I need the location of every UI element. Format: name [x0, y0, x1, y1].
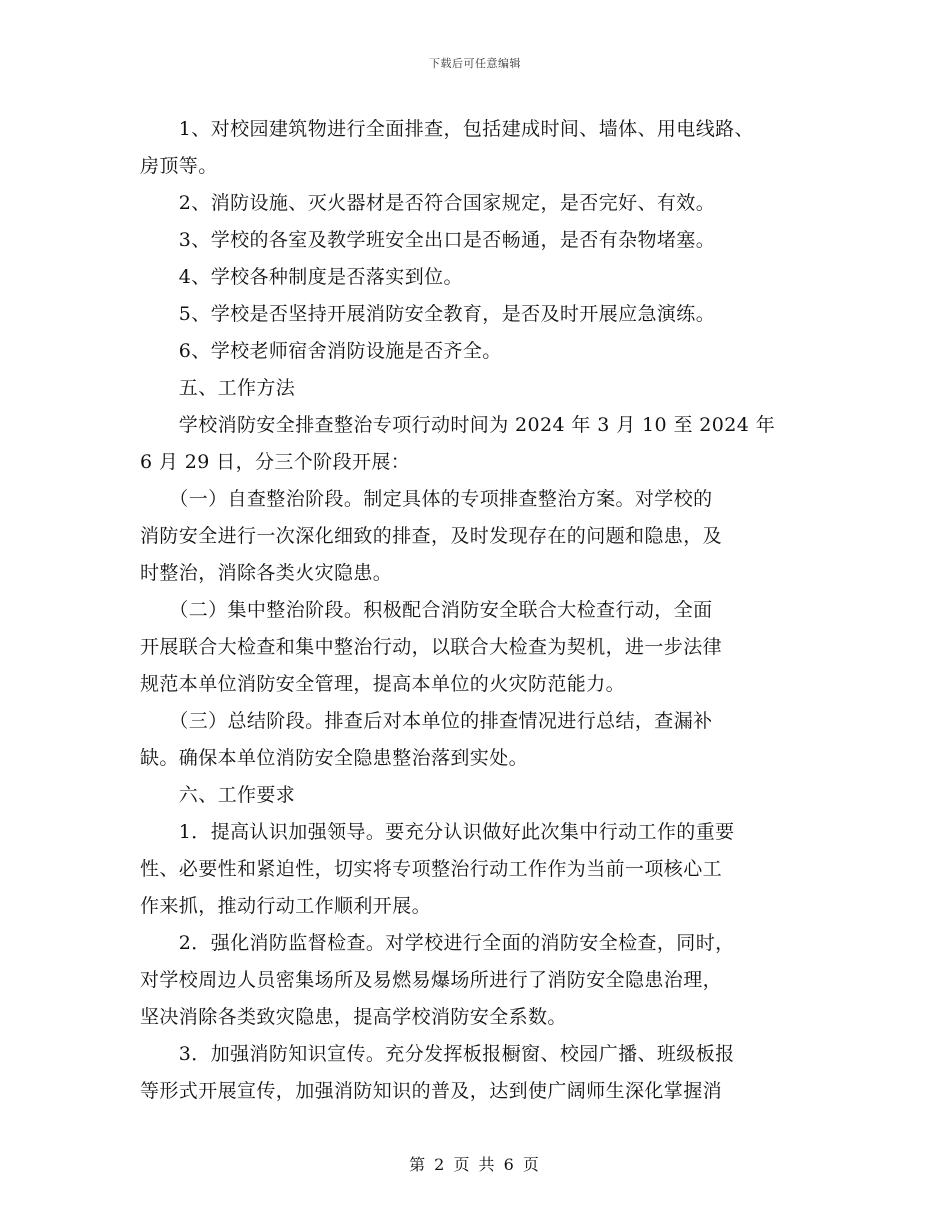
section-heading: 六、工作要求: [140, 784, 296, 806]
text-line: 2、消防设施、灭火器材是否符合国家规定，是否完好、有效。: [140, 192, 716, 214]
text-line: 6、学校老师宿舍消防设施是否齐全。: [140, 340, 502, 362]
text-line: （一）自查整治阶段。制定具体的专项排查整治方案。对学校的: [140, 488, 713, 510]
text-line: （二）集中整治阶段。积极配合消防安全联合大检查行动，全面: [140, 599, 713, 621]
text-line: 开展联合大检查和集中整治行动，以联合大检查为契机，进一步法律: [140, 636, 723, 658]
text-line: 缺。确保本单位消防安全隐患整治落到实处。: [140, 747, 529, 769]
text-line: 学校消防安全排查整治专项行动时间为 2024 年 3 月 10 至 2024 年: [140, 414, 776, 436]
text-line: 性、必要性和紧迫性，切实将专项整治行动工作作为当前一项核心工: [140, 858, 723, 880]
page-number-footer: 第 2 页 共 6 页: [409, 1155, 541, 1174]
document-body: [140, 111, 805, 1110]
text-line: 2．强化消防监督检查。对学校进行全面的消防安全检查，同时，: [140, 932, 735, 954]
text-line: （三）总结阶段。排查后对本单位的排查情况进行总结，查漏补: [140, 710, 713, 732]
text-line: 时整治，消除各类火灾隐患。: [140, 562, 393, 584]
text-line: 规范本单位消防安全管理，提高本单位的火灾防范能力。: [140, 673, 626, 695]
text-line: 1、对校园建筑物进行全面排查，包括建成时间、墙体、用电线路、: [140, 118, 754, 140]
text-line: 3、学校的各室及教学班安全出口是否畅通，是否有杂物堵塞。: [140, 229, 716, 251]
text-line: 等形式开展宣传，加强消防知识的普及，达到使广阔师生深化掌握消: [140, 1080, 723, 1102]
text-line: 5、学校是否坚持开展消防安全教育，是否及时开展应急演练。: [140, 303, 716, 325]
text-line: 6 月 29 日，分三个阶段开展：: [140, 451, 411, 473]
text-line: 对学校周边人员密集场所及易燃易爆场所进行了消防安全隐患治理，: [140, 969, 723, 991]
text-line: 房顶等。: [140, 155, 218, 177]
text-line: 1．提高认识加强领导。要充分认识做好此次集中行动工作的重要: [140, 821, 735, 843]
text-line: 作来抓，推动行动工作顺利开展。: [140, 895, 432, 917]
section-heading: 五、工作方法: [140, 377, 296, 399]
text-line: 3．加强消防知识宣传。充分发挥板报橱窗、校园广播、班级板报: [140, 1043, 735, 1065]
text-line: 4、学校各种制度是否落实到位。: [140, 266, 463, 288]
text-line: 坚决消除各类致灾隐患，提高学校消防安全系数。: [140, 1006, 567, 1028]
text-line: 消防安全进行一次深化细致的排查，及时发现存在的问题和隐患，及: [140, 525, 723, 547]
page-header: 下载后可任意编辑: [429, 57, 521, 70]
